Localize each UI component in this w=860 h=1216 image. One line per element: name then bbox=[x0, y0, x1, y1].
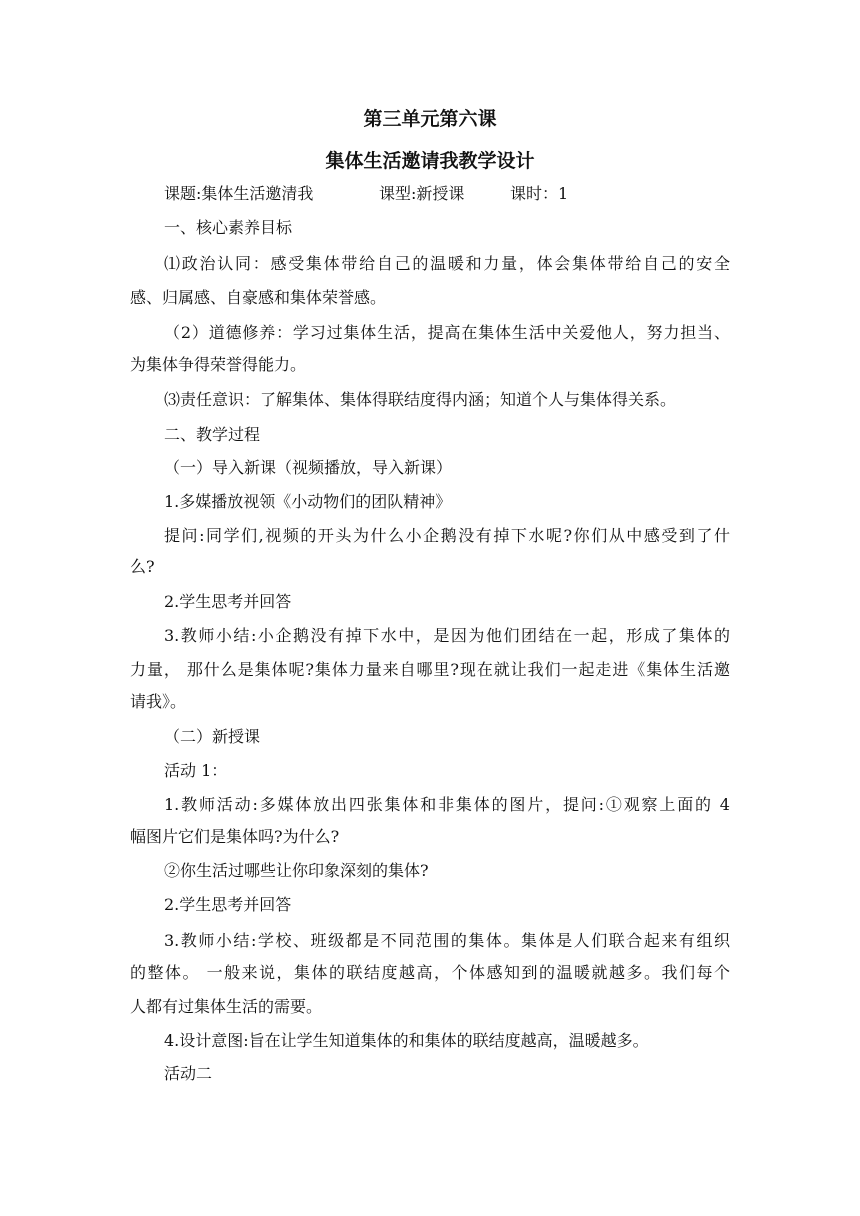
paragraph-line: 2.学生思考并回答 bbox=[164, 592, 292, 611]
activity-heading: 活动二 bbox=[164, 1064, 213, 1083]
lesson-topic: 课题:集体生活邀清我 bbox=[164, 184, 314, 203]
document-title: 第三单元第六课 bbox=[363, 108, 497, 130]
paragraph-line: 为集体争得荣誉得能力。 bbox=[130, 355, 307, 374]
paragraph-line: ②你生活过哪些让你印象深刻的集体? bbox=[164, 861, 429, 880]
paragraph-line: （2）道德修养：学习过集体生活，提高在集体生活中关爱他人，努力担当、 bbox=[164, 323, 730, 342]
section-heading: 一、核心素养目标 bbox=[164, 218, 293, 237]
lesson-meta bbox=[164, 183, 764, 205]
paragraph-line: 4.设计意图:旨在让学生知道集体的和集体的联结度越高，温暖越多。 bbox=[164, 1031, 649, 1050]
paragraph-line: 3.教师小结:学校、班级都是不同范围的集体。集体是人们联合起来有组织 bbox=[164, 931, 730, 950]
paragraph-line: 1.多媒播放视领《小动物们的团队精神》 bbox=[164, 492, 452, 511]
subsection-heading: （二）新授课 bbox=[164, 727, 261, 746]
paragraph-line: 1.教师活动:多媒体放出四张集体和非集体的图片，提问:①观察上面的 4 bbox=[164, 795, 730, 814]
paragraph-line: 幅图片它们是集体吗?为什么? bbox=[130, 827, 340, 846]
paragraph-line: 感、归属感、自豪感和集体荣誉感。 bbox=[130, 288, 387, 307]
lesson-type: 课型:新授课 bbox=[379, 184, 465, 203]
paragraph-line: 的整体。 一般来说，集体的联结度越高，个体感知到的温暖就越多。我们每个 bbox=[130, 963, 730, 982]
paragraph-line: 2.学生思考并回答 bbox=[164, 895, 292, 914]
paragraph-line: 人都有过集体生活的需要。 bbox=[130, 997, 323, 1016]
subsection-heading: （一）导入新课（视频播放，导入新课） bbox=[164, 458, 453, 477]
paragraph-line: ⑶责任意识：了解集体、集体得联结度得内涵；知道个人与集体得关系。 bbox=[164, 390, 677, 409]
paragraph-line: 请我》。 bbox=[130, 692, 187, 711]
paragraph-line: 3.教师小结:小企鹅没有掉下水中，是因为他们团结在一起，形成了集体的 bbox=[164, 626, 730, 645]
paragraph-line: 力量， 那什么是集体呢?集体力量来自哪里?现在就让我们一起走进《集体生活邀 bbox=[130, 660, 730, 679]
lesson-hours: 课时：1 bbox=[510, 184, 569, 203]
section-heading: 二、教学过程 bbox=[164, 425, 261, 444]
document-subtitle: 集体生活邀请我教学设计 bbox=[325, 150, 535, 172]
paragraph-line: 么? bbox=[130, 557, 155, 576]
paragraph-line: 提问:同学们,视频的开头为什么小企鹅没有掉下水呢?你们从中感受到了什 bbox=[164, 526, 730, 545]
paragraph-line: ⑴政治认同：感受集体带给自己的温暖和力量，体会集体带给自己的安全 bbox=[164, 254, 730, 273]
activity-heading: 活动 1： bbox=[164, 761, 228, 780]
